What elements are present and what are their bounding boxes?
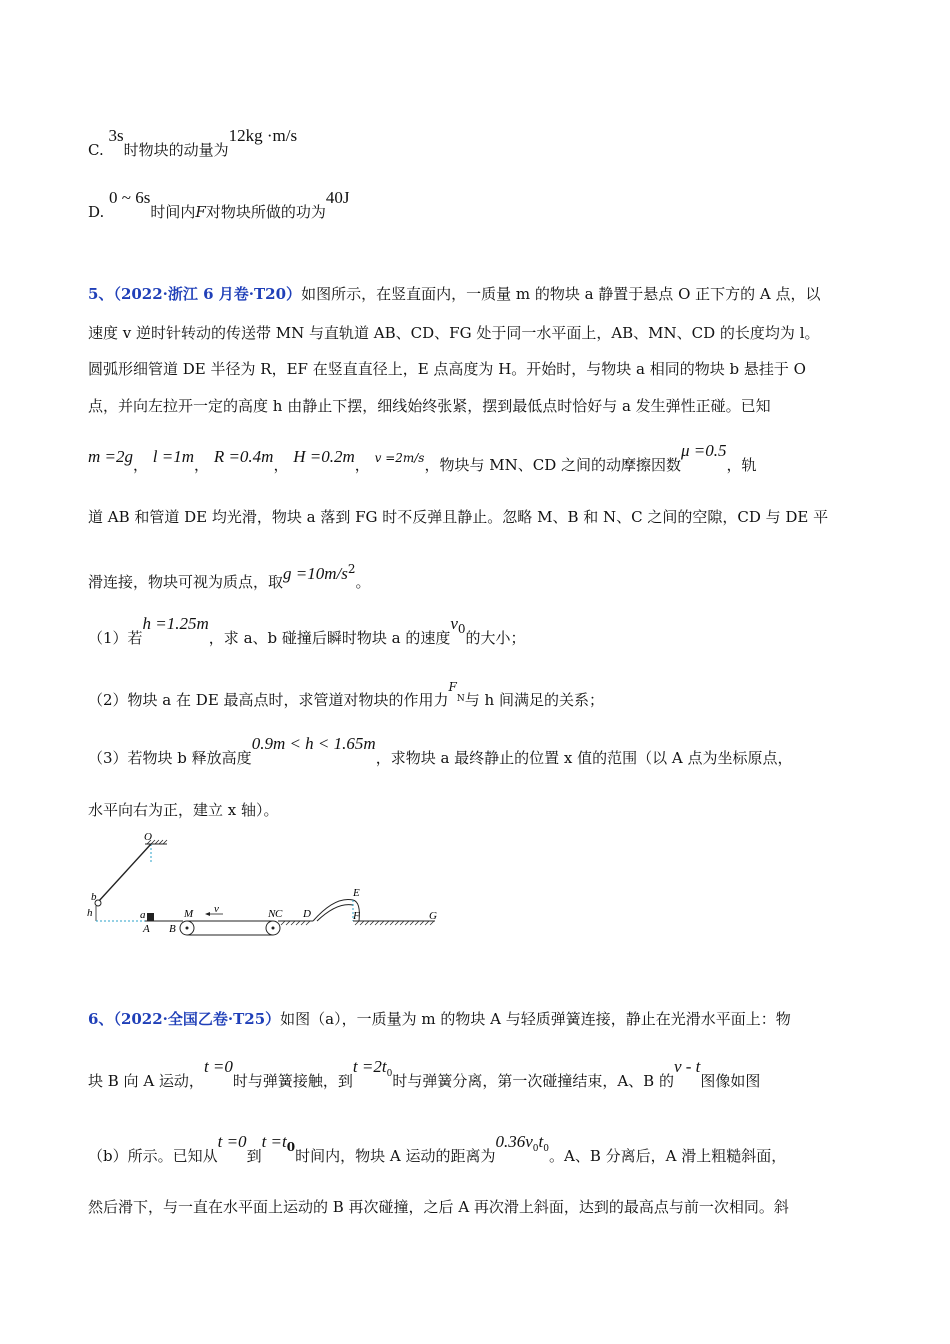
t0-subscript: 0 — [286, 1140, 296, 1154]
dist-sub1: 0 — [532, 1144, 539, 1154]
option-d-work: 40J — [325, 188, 350, 207]
t-2t0: t =2t — [352, 1057, 387, 1076]
label-E: E — [353, 887, 360, 899]
t2-subscript: 0 — [386, 1069, 393, 1079]
distance-value: 0.36v — [495, 1132, 533, 1151]
comma: ， — [133, 456, 149, 474]
given-mu: μ =0.5 — [681, 441, 727, 460]
part1-h: h =1.25m — [142, 614, 209, 633]
q6-text-4: 然后滑下，与一直在水平面上运动的 B 再次碰撞，之后 A 再次滑上斜面，达到的最高点与前一次相同。斜 — [88, 1198, 789, 1216]
q6-text-1: 如图（a），一质量为 m 的物块 A 与轻质弹簧连接，静止在光滑水平面上：物 — [280, 1010, 791, 1028]
label-M: M — [184, 908, 194, 920]
dist-t: t — [538, 1132, 544, 1151]
part3-text-c: 水平向右为正，建立 x 轴）。 — [88, 801, 279, 819]
q5-source: （2022·浙江 6 月卷·T20） — [113, 285, 302, 303]
q6-text-3b: 到 — [246, 1147, 262, 1165]
q5-line1 — [88, 284, 821, 304]
given-m: m =2g — [88, 447, 133, 466]
t-zero-2: t =0 — [217, 1132, 247, 1151]
q6-line3 — [88, 1132, 787, 1173]
label-C: C — [275, 908, 283, 920]
given-H: H =0.2m — [293, 447, 355, 466]
given-g: g =10m/s — [283, 564, 348, 583]
part1-label: （1）若 — [88, 629, 143, 647]
given-l: l =1m — [152, 447, 195, 466]
label-A: A — [143, 923, 150, 935]
comma: ， — [354, 456, 370, 474]
part1-text: ，求 a、b 碰撞后瞬时物块 a 的速度 — [208, 629, 451, 647]
label-G: G — [429, 910, 437, 922]
option-c — [88, 126, 298, 160]
q5-part2 — [88, 680, 604, 717]
comma: ， — [194, 456, 210, 474]
label-O: O — [144, 831, 152, 843]
q5-line7 — [88, 562, 371, 592]
q5-apparatus-figure — [85, 826, 445, 938]
q6-text-2a: 块 B 向 A 运动， — [88, 1072, 204, 1090]
q5-text-4: 点，并向左拉开一定的高度 h 由静止下摆，细线始终张紧，摆到最低点时恰好与 a 发生弹性正碰。已知 — [88, 397, 771, 415]
q6-source: （2022·全国乙卷·T25） — [113, 1010, 281, 1028]
given-R: R =0.4m — [213, 447, 274, 466]
label-h: h — [87, 907, 93, 919]
q5-part1 — [88, 614, 526, 653]
option-c-time: 3s — [108, 126, 124, 145]
q5-number: 5、 — [88, 285, 114, 303]
option-d — [88, 188, 350, 222]
option-d-interval: 0 ~ 6s — [109, 188, 151, 207]
label-F: F — [353, 910, 360, 922]
q6-text-3a: （b）所示。已知从 — [88, 1147, 218, 1165]
part1-end: 的大小； — [465, 629, 526, 647]
q6-text-3c: 时间内，物块 A 运动的距离为 — [295, 1147, 496, 1165]
option-c-text: 时物块的动量为 — [123, 141, 229, 159]
given-v: v =2m/s — [374, 451, 425, 465]
q6-text-2c: 时与弹簧分离，第一次碰撞结束，A、B 的 — [392, 1072, 674, 1090]
period: 。 — [355, 573, 371, 591]
option-c-momentum: 12kg ·m/s — [228, 126, 298, 145]
label-a: a — [140, 909, 146, 921]
q6-text-2d: 图像如图 — [700, 1072, 761, 1090]
q6-line2 — [88, 1057, 761, 1098]
q6-line1 — [88, 1009, 791, 1029]
option-d-text-b: 对物块所做的功为 — [205, 203, 326, 221]
label-N: N — [268, 908, 276, 920]
part3-text-b: ，求物块 a 最终静止的位置 x 值的范围（以 A 点为坐标原点， — [375, 749, 793, 767]
q5-text-7: 滑连接，物块可视为质点，取 — [88, 573, 284, 591]
q5-part3 — [88, 734, 793, 768]
q5-text-2: 速度 v 逆时针转动的传送带 MN 与直轨道 AB、CD、FG 处于同一水平面上，AB、MN、CD 的长度均为 l。 — [88, 324, 820, 342]
label-b: b — [91, 891, 97, 903]
label-B: B — [169, 923, 176, 935]
option-d-label: D. — [88, 203, 105, 221]
t-t0: t =t — [261, 1132, 287, 1151]
q6-text-3d: 。A、B 分离后，A 滑上粗糙斜面， — [548, 1147, 787, 1165]
comma: ， — [273, 456, 289, 474]
part2-text: （2）物块 a 在 DE 最高点时，求管道对物块的作用力 — [88, 691, 449, 709]
option-d-text-a: 时间内 — [150, 203, 196, 221]
q6-text-2b: 时与弹簧接触，到 — [232, 1072, 353, 1090]
option-d-force: F — [195, 203, 206, 221]
g-exponent: 2 — [347, 562, 356, 576]
dist-sub2: 0 — [543, 1144, 549, 1154]
v0-subscript: 0 — [457, 622, 466, 636]
q5-text-6: 道 AB 和管道 DE 均光滑，物块 a 落到 FG 时不反弹且静止。忽略 M、B 和 N、C 之间的空隙，CD 与 DE 平 — [88, 508, 829, 526]
q5-text-5: ，物块与 MN、CD 之间的动摩擦因数 — [424, 456, 681, 474]
t-zero: t =0 — [203, 1057, 233, 1076]
q5-text-3: 圆弧形细管道 DE 半径为 R，EF 在竖直直径上，E 点高度为 H。开始时，与物块 a 相同的物块 b 悬挂于 O — [88, 360, 806, 378]
FN-subscript: N — [456, 694, 465, 704]
label-D: D — [303, 908, 311, 920]
part2-end: 与 h 间满足的关系； — [464, 691, 604, 709]
q5-text-5-end: ，轨 — [726, 456, 757, 474]
part1-v0: v — [450, 614, 458, 633]
part2-FN: F — [448, 680, 457, 694]
part3-text: （3）若物块 b 释放高度 — [88, 749, 252, 767]
part3-range: 0.9m < h < 1.65m — [251, 734, 376, 753]
q6-number: 6、 — [88, 1010, 114, 1028]
v-t-graph: v - t — [673, 1057, 701, 1076]
q5-given-values — [88, 441, 757, 476]
label-v: v — [214, 903, 219, 915]
q5-text-1: 如图所示，在竖直面内，一质量 m 的物块 a 静置于悬点 O 正下方的 A 点，以 — [301, 285, 821, 303]
option-c-label: C. — [88, 141, 104, 159]
